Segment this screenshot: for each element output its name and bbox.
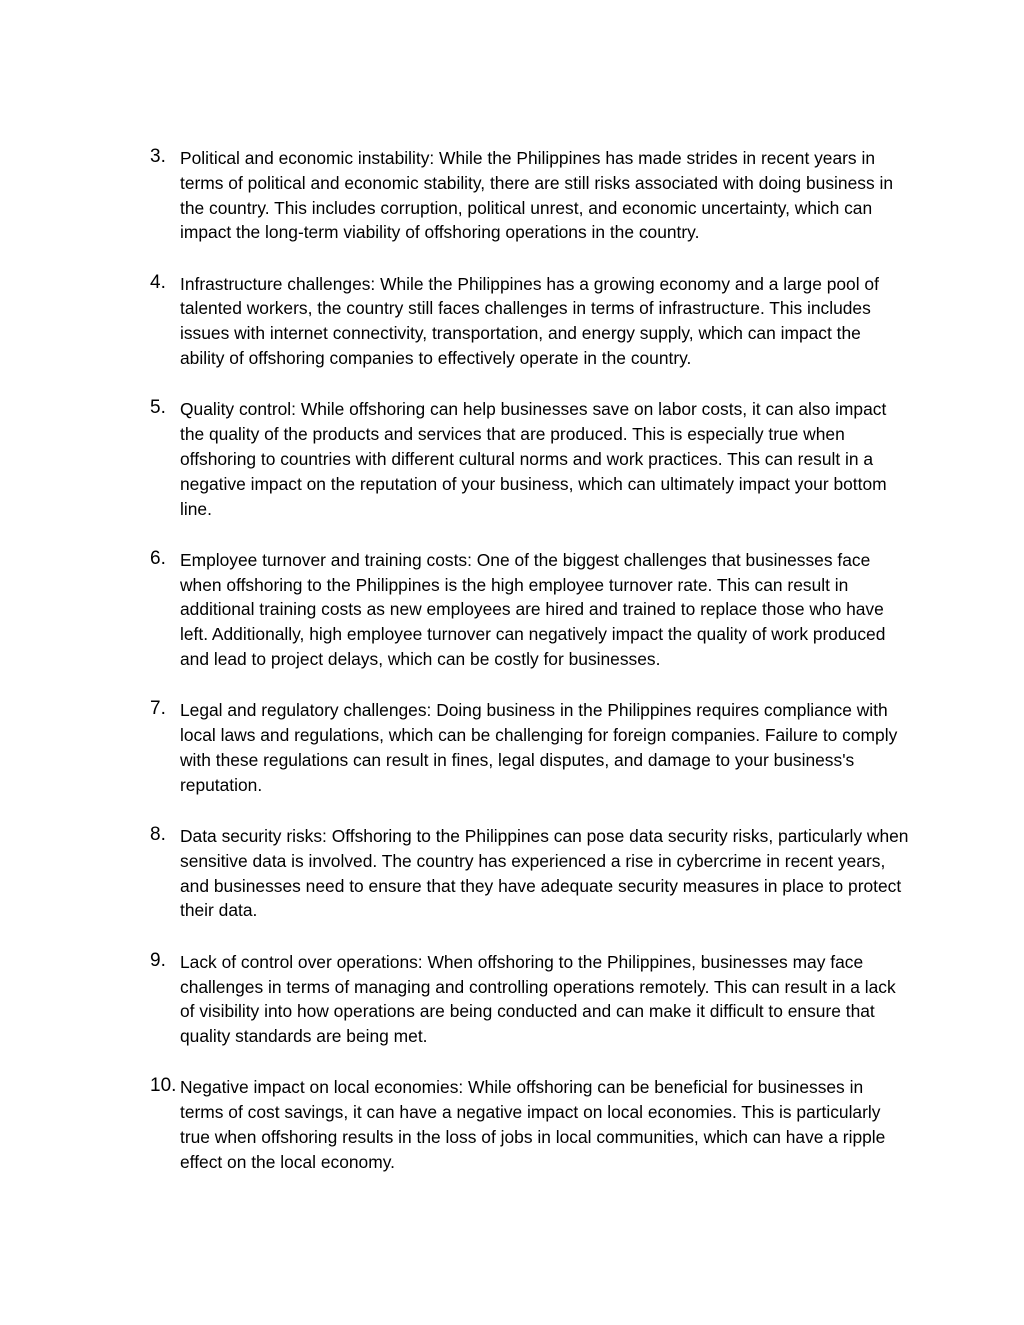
list-number: 5. (150, 397, 166, 419)
list-item-7 (150, 697, 910, 797)
list-number: 4. (150, 271, 166, 293)
list-item-text: Political and economic instability: While the Philippines has made strides in recent years in terms of political and economic stability, there are still risks associated with doing business in the country. This includes corruption, political unrest, and economic uncertainty, which can impact the long-term viability of offshoring operations in the country. (180, 148, 894, 243)
list-number: 6. (150, 547, 166, 569)
list-item-text: Quality control: While offshoring can help businesses save on labor costs, it can also impact the quality of the products and services that are produced. This is especially true when offshoring to countries with different cultural norms and work practices. This can result in a negative impact on the reputation of your business, which can ultimately impact your bottom line. (180, 399, 887, 519)
list-number: 9. (150, 949, 166, 971)
list-item-5 (150, 396, 910, 521)
list-item-10 (150, 1074, 910, 1174)
list-item-4 (150, 271, 910, 371)
list-item-8 (150, 823, 910, 923)
list-item-text: Legal and regulatory challenges: Doing business in the Philippines requires compliance with local laws and regulations, which can be challenging for foreign companies. Failure to comply with these regulations can result in fines, legal disputes, and damage to your business's reputation. (180, 700, 898, 795)
list-number: 10. (150, 1075, 177, 1097)
list-item-3 (150, 145, 910, 245)
list-item-text: Data security risks: Offshoring to the Philippines can pose data security risks, particularly when sensitive data is involved. The country has experienced a rise in cybercrime in recent years, and businesses need to ensure that they have adequate security measures in place to protect their data. (180, 826, 909, 921)
list-number: 3. (150, 146, 166, 167)
numbered-list (150, 145, 910, 1200)
list-item-6 (150, 547, 910, 672)
list-item-text: Employee turnover and training costs: One of the biggest challenges that businesses face when offshoring to the Philippines is the high employee turnover rate. This can result in additional training costs as new employees are hired and trained to replace those who have left. Additionally, high employee turnover can negatively impact the quality of work produced and lead to project delays, which can be costly for businesses. (180, 549, 886, 670)
list-number: 8. (150, 824, 166, 846)
list-item-text: Negative impact on local economies: While offshoring can be beneficial for businesses in terms of cost savings, it can have a negative impact on local economies. This is particularly true when offshoring results in the loss of jobs in local communities, which can have a ripple effect on the local economy. (180, 1077, 886, 1172)
list-number: 7. (150, 698, 166, 720)
list-item-9 (150, 949, 910, 1049)
list-item-text: Infrastructure challenges: While the Philippines has a growing economy and a large pool of talented workers, the country still faces challenges in terms of infrastructure. This includes issues with internet connectivity, transportation, and energy supply, which can impact the ability of offshoring companies to effectively operate in the country. (180, 273, 879, 369)
list-item-text: Lack of control over operations: When offshoring to the Philippines, businesses may face challenges in terms of managing and controlling operations remotely. This can result in a lack of visibility into how operations are being conducted and can make it difficult to ensure that quality standards are being met. (180, 951, 896, 1047)
